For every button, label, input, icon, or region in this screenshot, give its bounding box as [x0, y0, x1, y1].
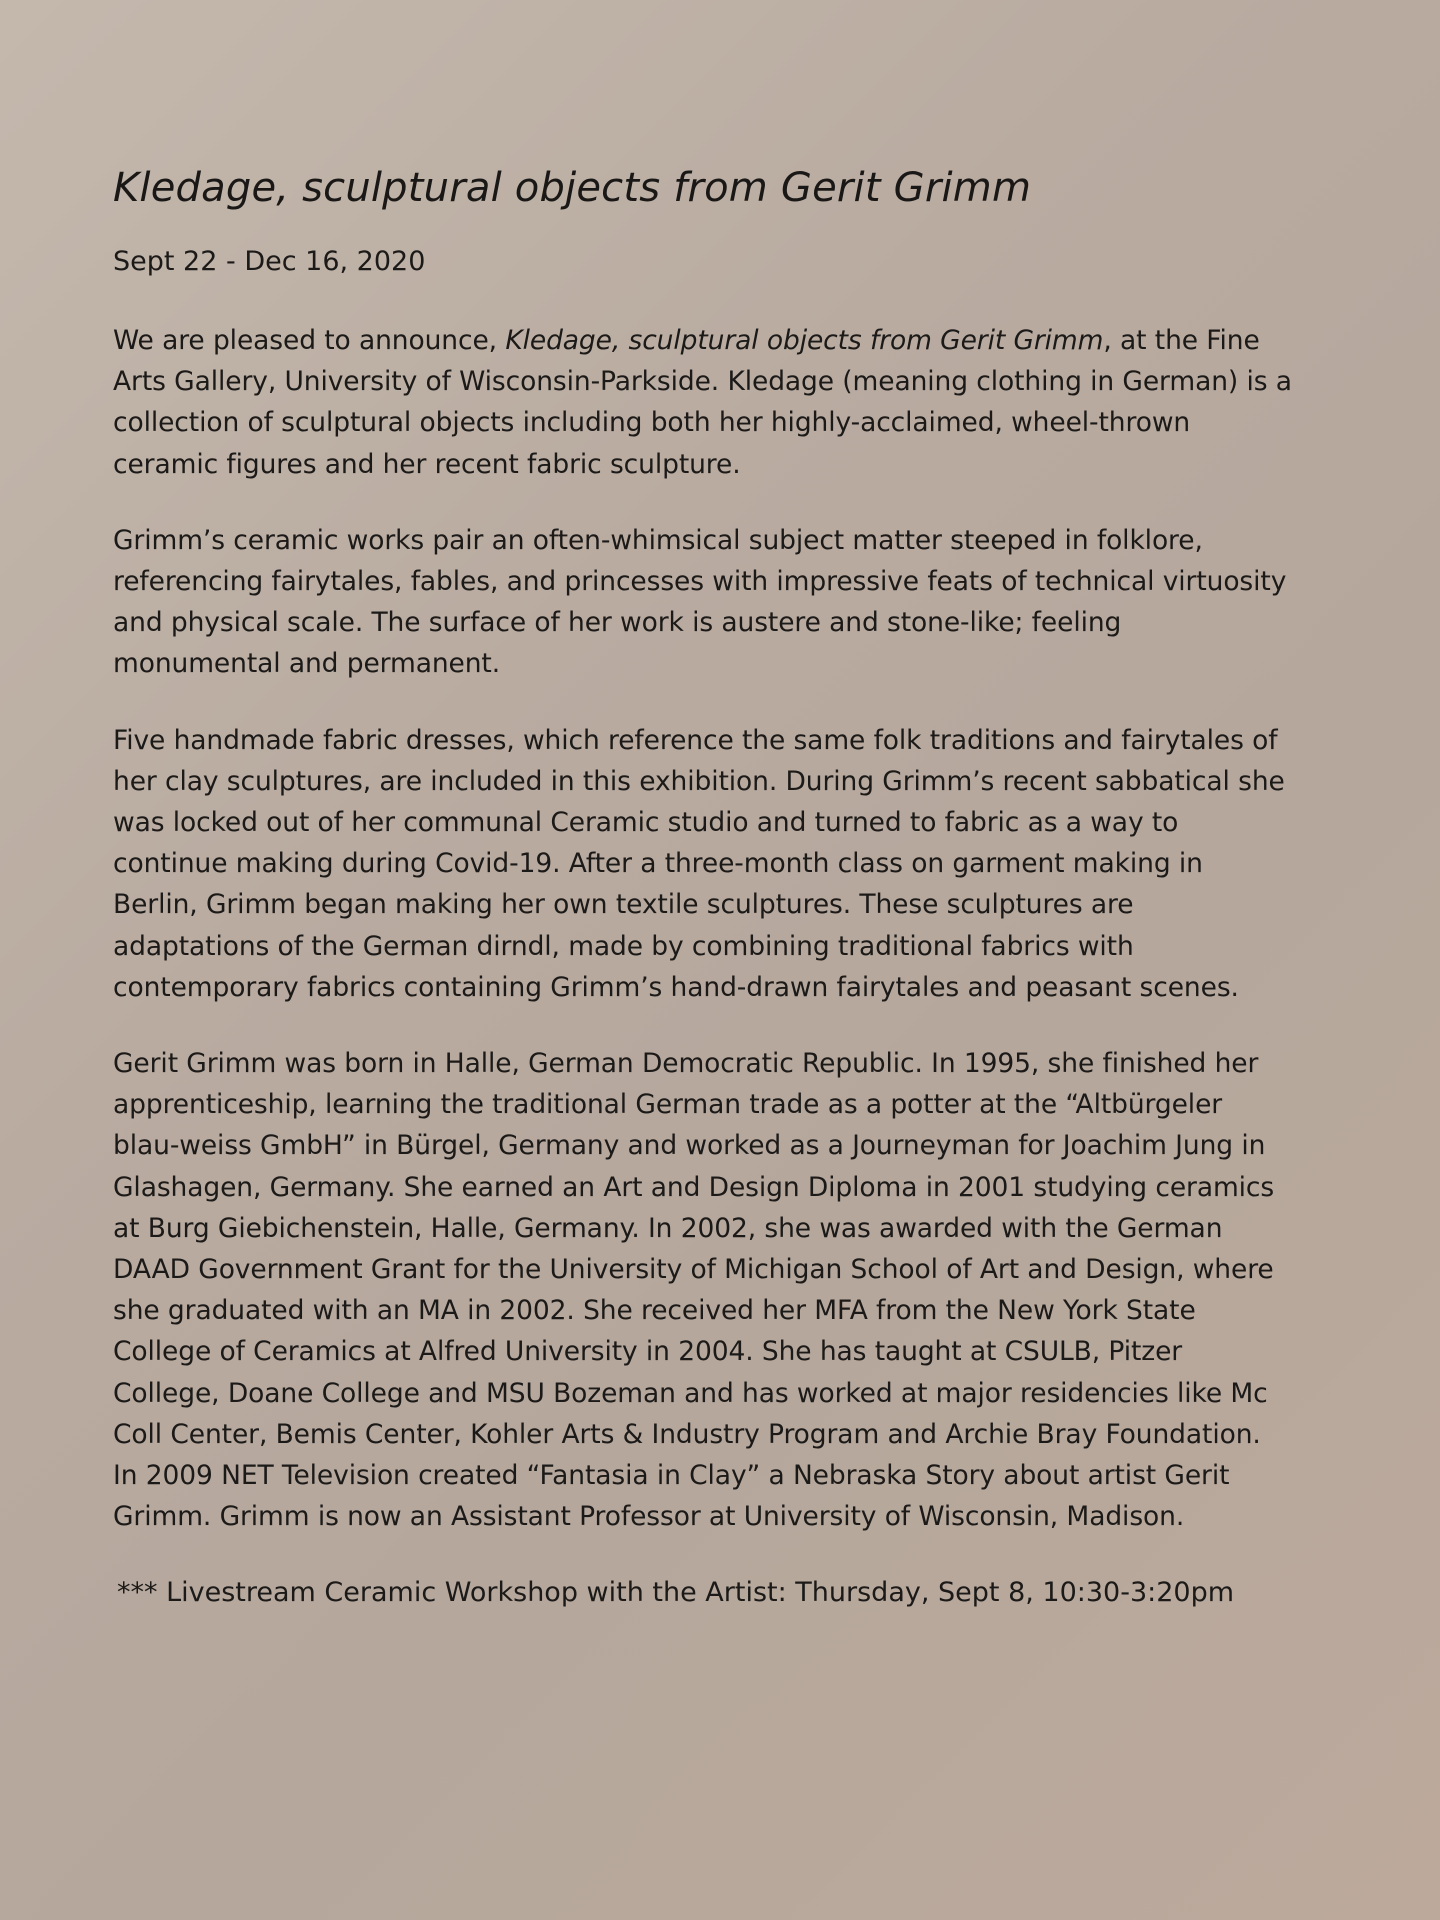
intro-text-after: , at the Fine Arts Gallery, University of Wisconsin-Parkside. Kledage (meaning clothing in German) is a collection of sculptural objects including both her highly-acclaimed, wheel-thrown ceramic figures and her recent fabric sculpture. — [113, 325, 1292, 480]
exhibition-dates: Sept 22 - Dec 16, 2020 — [113, 246, 426, 277]
ceramic-works-paragraph: Grimm’s ceramic works pair an often-whimsical subject matter steeped in folklore, referencing fairytales, fables, and princesses with impressive feats of technical virtuosity and physical scale. The surface of her work is austere and stone-like; feeling monumental and permanent. — [113, 524, 1287, 680]
intro-italic-title: Kledage, sculptural objects from Gerit Grimm — [505, 325, 1104, 356]
artist-bio-paragraph: Gerit Grimm was born in Halle, German Democratic Republic. In 1995, she finished her apprenticeship, learning the traditional German trade as a potter at the “Altbürgeler blau-weiss GmbH” in Bürgel, Germany and worked as a Journeyman for Joachim Jung in Glashagen, Germany. She earned an Art and Design Diploma in 2001 studying ceramics at Burg Giebichenstein, Halle, Germany. In 2002, she was awarded with the German DAAD Government Grant for the University of Michigan School of Art and Design, where she graduated with an MA in 2002. She received her MFA from the New York State College of Ceramics at Alfred University in 2004. She has taught at CSULB, Pitzer College, Doane College and MSU Bozeman and has worked at major residencies like Mc Coll Center, Bemis Center, Kohler Arts & Industry Program and Archie Bray Foundation. In 2009 NET Television created “Fantasia in Clay” a Nebraska Story about artist Gerit Grimm. Grimm is now an Assistant Professor at University of Wisconsin, Madison. — [113, 1048, 1275, 1533]
exhibition-title: Kledage, sculptural objects from Gerit Grimm — [113, 165, 1032, 211]
workshop-note: *** Livestream Ceramic Workshop with the Artist: Thursday, Sept 8, 10:30-3:20pm — [117, 1577, 1235, 1609]
intro-text-before: We are pleased to announce, — [113, 325, 506, 356]
intro-paragraph — [113, 320, 1293, 485]
fabric-dresses-paragraph: Five handmade fabric dresses, which reference the same folk traditions and fairytales of her clay sculptures, are included in this exhibition. During Grimm’s recent sabbatical she was locked out of her communal Ceramic studio and turned to fabric as a way to continue making during Covid-19. After a three-month class on garment making in Berlin, Grimm began making her own textile sculptures. These sculptures are adaptations of the German dirndl, made by combining traditional fabrics with contemporary fabrics containing Grimm’s hand-drawn fairytales and peasant scenes. — [113, 724, 1285, 1003]
exhibition-text — [113, 160, 1293, 1613]
